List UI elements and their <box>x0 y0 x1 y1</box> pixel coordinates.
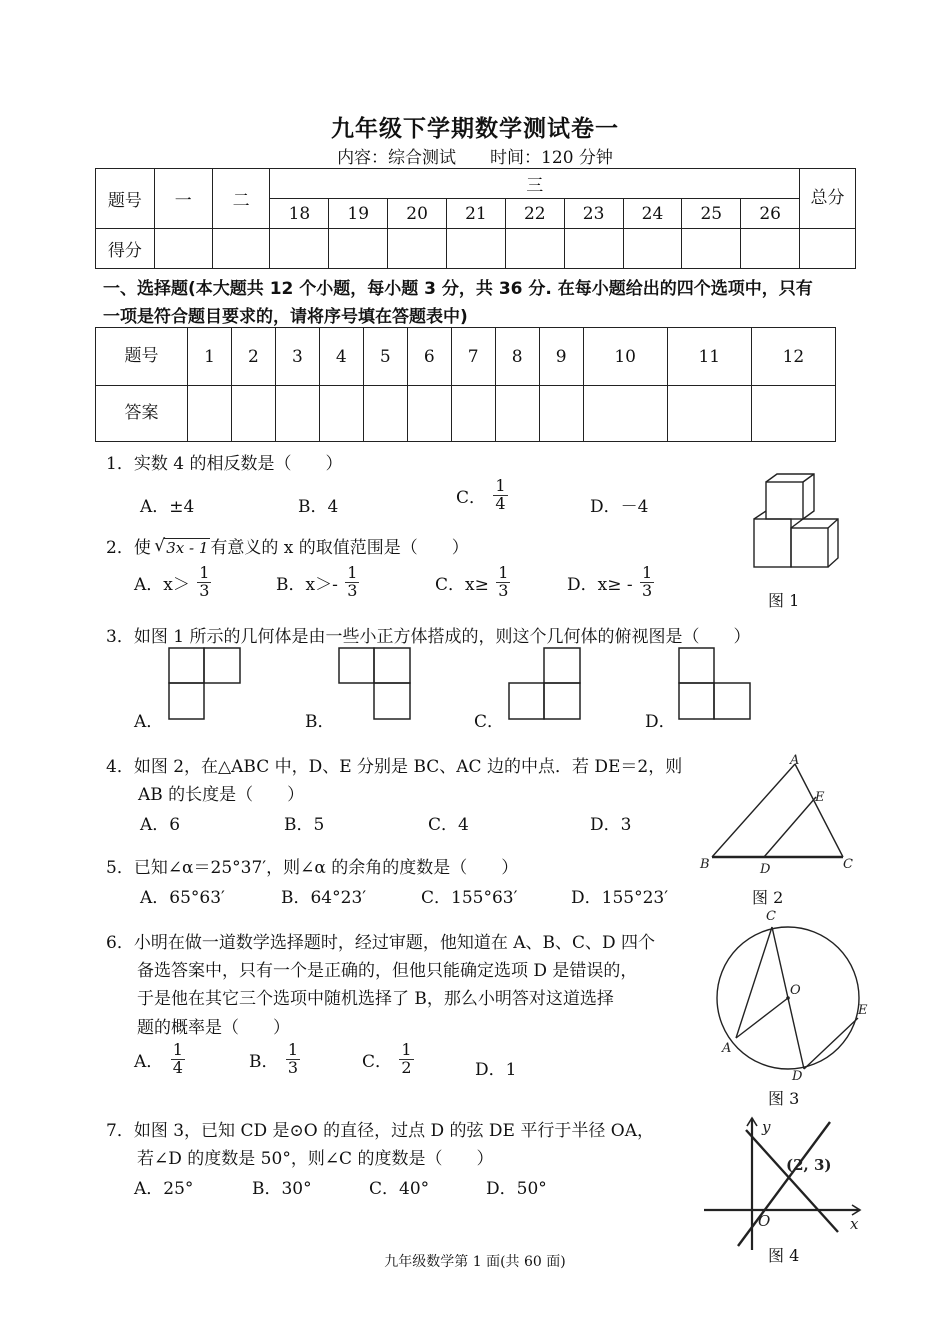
score-cell[interactable] <box>270 229 329 269</box>
fig4-x-label: x <box>850 1215 859 1233</box>
answer-number: 6 <box>407 328 451 386</box>
q2-option-b-fraction: $\frac{1}{3}$ <box>347 563 358 600</box>
figure-3-circle <box>712 906 874 1081</box>
answer-cell[interactable] <box>188 386 232 442</box>
fig3-point-d: D <box>792 1069 803 1081</box>
answer-cell[interactable] <box>451 386 495 442</box>
score-cell[interactable] <box>623 229 682 269</box>
q7-option-d[interactable]: D．50° <box>486 1179 547 1199</box>
q2-option-d[interactable] <box>567 565 656 600</box>
q4-option-b[interactable]: B．5 <box>284 815 325 835</box>
q4-option-c[interactable]: C．4 <box>428 815 469 835</box>
q2-radicand: 3x - 1 <box>166 539 209 557</box>
q1-option-d[interactable]: D．－4 <box>590 497 649 517</box>
q2-prefix: 2．使 <box>106 538 151 558</box>
answer-number: 1 <box>188 328 232 386</box>
fig4-origin-label: O <box>758 1212 771 1230</box>
q1-option-c-label: C． <box>456 487 487 508</box>
q2-option-c-label: C．x≥ <box>435 574 489 595</box>
q2-option-a-label: A．x＞ <box>134 574 190 595</box>
answer-number: 7 <box>451 328 495 386</box>
q3-option-a[interactable]: A． <box>134 712 164 732</box>
q1-option-b[interactable]: B．4 <box>298 497 339 517</box>
question-2-stem <box>106 533 469 558</box>
answer-cell[interactable] <box>539 386 583 442</box>
q2-option-d-label: D．x≥ - <box>567 574 633 595</box>
fig2-point-b: B <box>700 857 710 872</box>
answer-cell[interactable] <box>275 386 319 442</box>
score-cell[interactable] <box>154 229 212 269</box>
score-subnumber: 18 <box>270 199 329 229</box>
answer-number: 10 <box>583 328 667 386</box>
score-col-one: 一 <box>154 169 212 229</box>
question-6-line4: 题的概率是（ ） <box>137 1018 290 1038</box>
answer-number: 8 <box>495 328 539 386</box>
section-heading-line2: 一项是符合题目要求的，请将序号填在答题表中) <box>103 307 468 327</box>
score-subnumber: 26 <box>741 199 800 229</box>
q6-option-b[interactable] <box>249 1042 302 1077</box>
q6-option-a-fraction: $\frac{1}{4}$ <box>172 1040 183 1077</box>
score-subnumber: 23 <box>564 199 623 229</box>
q2-option-c-fraction: $\frac{1}{3}$ <box>498 563 509 600</box>
score-cell[interactable] <box>800 229 856 269</box>
score-col-two: 二 <box>212 169 270 229</box>
q3-option-c-view <box>508 647 584 721</box>
question-3-stem: 3．如图 1 所示的几何体是由一些小正方体搭成的，则这个几何体的俯视图是（ ） <box>106 627 751 647</box>
answer-cell[interactable] <box>231 386 275 442</box>
fig2-point-a: A <box>790 753 800 768</box>
q2-option-d-fraction: $\frac{1}{3}$ <box>642 563 653 600</box>
q2-option-b-label: B．x＞- <box>276 574 338 595</box>
question-4-line1: 4．如图 2，在△ABC 中，D、E 分别是 BC、AC 边的中点．若 DE＝2，则 <box>106 757 683 777</box>
answer-number: 2 <box>231 328 275 386</box>
q6-option-c-label: C． <box>362 1051 393 1072</box>
question-5-stem: 5．已知∠α＝25°37′，则∠α 的余角的度数是（ ） <box>106 858 519 878</box>
figure-1-label: 图 1 <box>768 591 800 610</box>
score-subnumber: 20 <box>388 199 447 229</box>
answer-cell[interactable] <box>495 386 539 442</box>
score-col-three: 三 <box>270 169 800 199</box>
answer-cell[interactable] <box>407 386 451 442</box>
q6-option-b-label: B． <box>249 1051 279 1072</box>
q3-option-b-view <box>338 647 414 721</box>
answer-cell[interactable] <box>363 386 407 442</box>
q6-option-b-fraction: $\frac{1}{3}$ <box>287 1040 299 1077</box>
answer-cell[interactable] <box>583 386 667 442</box>
q7-option-a[interactable]: A．25° <box>134 1179 194 1199</box>
figure-3-label: 图 3 <box>768 1089 800 1108</box>
question-1-stem: 1．实数 4 的相反数是（ ） <box>106 454 343 474</box>
q2-option-a[interactable] <box>134 565 213 600</box>
question-4-line2: AB 的长度是（ ） <box>138 785 305 805</box>
fig3-point-c: C <box>766 909 776 924</box>
score-cell[interactable] <box>212 229 270 269</box>
answer-cell[interactable] <box>319 386 363 442</box>
answer-number: 3 <box>275 328 319 386</box>
score-cell[interactable] <box>447 229 506 269</box>
q3-option-d[interactable]: D． <box>645 712 676 732</box>
q5-option-d[interactable]: D．155°23′ <box>571 888 669 908</box>
q7-option-c[interactable]: C．40° <box>369 1179 430 1199</box>
section-heading-line1: 一、选择题(本大题共 12 个小题，每小题 3 分，共 36 分. 在每小题给出的四个选项中，只有 <box>103 279 813 299</box>
score-cell[interactable] <box>741 229 800 269</box>
fig3-point-e: E <box>858 1003 868 1018</box>
q5-option-c[interactable]: C．155°63′ <box>421 888 518 908</box>
q3-option-b[interactable]: B． <box>305 712 335 732</box>
q3-option-a-view <box>168 647 244 721</box>
q1-option-c[interactable] <box>456 478 510 513</box>
score-subnumber: 25 <box>682 199 741 229</box>
q1-option-a[interactable]: A．±4 <box>140 497 195 517</box>
question-7-line2: 若∠D 的度数是 50°，则∠C 的度数是（ ） <box>137 1149 494 1169</box>
q2-suffix: 有意义的 x 的取值范围是（ ） <box>210 538 469 558</box>
figure-1-cubes <box>748 470 843 570</box>
question-6-line3: 于是他在其它三个选项中随机选择了 B，那么小明答对这道选择 <box>137 989 614 1009</box>
q6-option-d[interactable]: D．1 <box>475 1060 517 1080</box>
answer-table <box>95 327 836 442</box>
score-subnumber: 19 <box>329 199 388 229</box>
fig4-point-label: (2, 3) <box>786 1156 832 1174</box>
answer-cell[interactable] <box>751 386 835 442</box>
q2-option-c[interactable] <box>435 565 512 600</box>
score-row-label: 题号 <box>96 169 155 229</box>
answer-cell[interactable] <box>667 386 751 442</box>
q1-option-c-fraction: $\frac{1}{4}$ <box>495 476 506 513</box>
figure-2-label: 图 2 <box>752 888 784 907</box>
score-table <box>95 168 856 269</box>
q6-option-a-label: A． <box>134 1051 164 1072</box>
q4-option-d[interactable]: D．3 <box>590 815 632 835</box>
fig2-point-d: D <box>760 862 771 877</box>
q2-option-b[interactable] <box>276 565 361 600</box>
answer-number: 4 <box>319 328 363 386</box>
q6-option-a[interactable] <box>134 1042 187 1077</box>
score-cell[interactable] <box>564 229 623 269</box>
figure-4-graph <box>700 1112 868 1252</box>
q6-option-c-fraction: $\frac{1}{2}$ <box>401 1040 412 1077</box>
q3-option-c[interactable]: C． <box>474 712 505 732</box>
fig2-point-e: E <box>815 790 825 805</box>
q6-option-c[interactable] <box>362 1042 416 1077</box>
q2-sqrt <box>154 536 210 557</box>
answer-number: 11 <box>667 328 751 386</box>
score-cell[interactable] <box>329 229 388 269</box>
question-6-line1: 6．小明在做一道数学选择题时，经过审题，他知道在 A、B、C、D 四个 <box>106 933 656 953</box>
fig4-y-label: y <box>762 1118 771 1136</box>
page-title: 九年级下学期数学测试卷一 <box>331 115 619 142</box>
answer-number: 9 <box>539 328 583 386</box>
score-col-total: 总分 <box>800 169 856 229</box>
score-subnumber: 21 <box>447 199 506 229</box>
q7-option-b[interactable]: B．30° <box>252 1179 312 1199</box>
figure-2-triangle <box>698 752 858 877</box>
fig3-point-o: O <box>790 983 801 998</box>
q2-option-a-fraction: $\frac{1}{3}$ <box>199 563 210 600</box>
answer-row-label: 题号 <box>96 328 188 386</box>
score-subnumber: 24 <box>623 199 682 229</box>
score-cell[interactable] <box>388 229 447 269</box>
score-cell[interactable] <box>682 229 741 269</box>
q5-option-a[interactable]: A．65°63′ <box>140 888 225 908</box>
score-cell[interactable] <box>505 229 564 269</box>
answer-number: 12 <box>751 328 835 386</box>
question-7-line1: 7．如图 3，已知 CD 是⊙O 的直径，过点 D 的弦 DE 平行于半径 OA， <box>106 1121 654 1141</box>
q4-option-a[interactable]: A．6 <box>140 815 181 835</box>
sqrt-sign-icon: √ <box>154 536 166 556</box>
fig2-point-c: C <box>843 857 853 872</box>
q5-option-b[interactable]: B．64°23′ <box>281 888 367 908</box>
q3-option-d-view <box>678 647 754 721</box>
answer-number: 5 <box>363 328 407 386</box>
page-subtitle: 内容：综合测试 时间：120 分钟 <box>337 148 613 168</box>
score-row2-label: 得分 <box>96 229 155 269</box>
question-6-line2: 备选答案中，只有一个是正确的，但他只能确定选项 D 是错误的， <box>137 961 638 981</box>
page-footer: 九年级数学第 1 面(共 60 面) <box>384 1254 566 1270</box>
answer-row2-label: 答案 <box>96 386 188 442</box>
fig3-point-a: A <box>722 1041 732 1056</box>
figure-4-label: 图 4 <box>768 1246 800 1265</box>
score-subnumber: 22 <box>505 199 564 229</box>
